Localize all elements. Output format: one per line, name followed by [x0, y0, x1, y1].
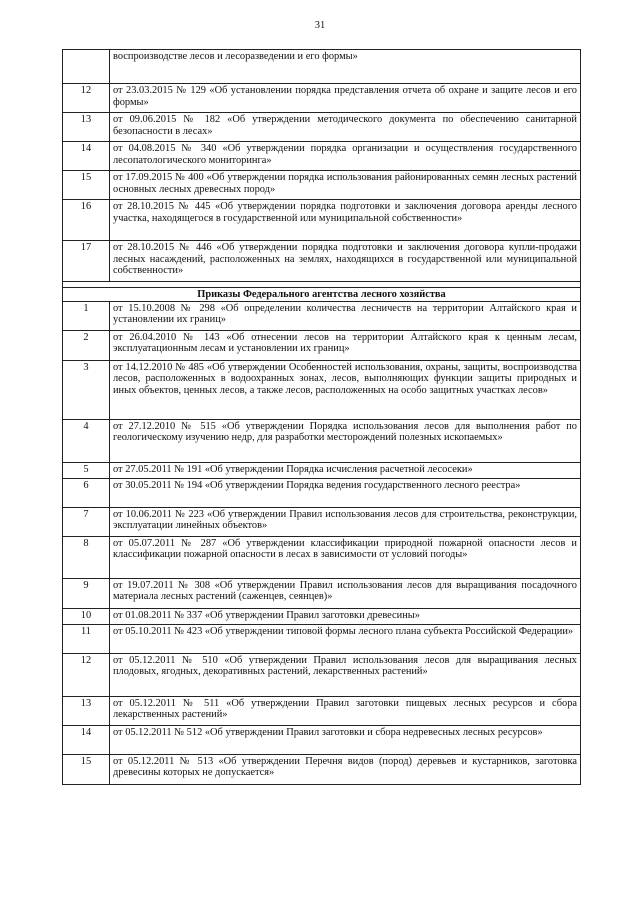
- row-text: от 19.07.2011 № 308 «Об утверждении Правил использования лесов для выращивания посадочного материала лесных растений (саженцев, сеянцев)»: [110, 578, 581, 608]
- table-row: [63, 84, 581, 113]
- row-number: 14: [63, 142, 110, 171]
- row-text: воспроизводстве лесов и лесоразведении и его формы»: [110, 50, 581, 84]
- table-row: [63, 462, 581, 478]
- row-number: 12: [63, 653, 110, 696]
- table-row: [63, 608, 581, 624]
- table-row: [63, 50, 581, 84]
- row-number: 4: [63, 419, 110, 462]
- row-text: от 09.06.2015 № 182 «Об утверждении методического документа по обеспечению санитарной безопасности в лесах»: [110, 113, 581, 142]
- row-number: 15: [63, 171, 110, 200]
- table-row: [63, 142, 581, 171]
- table-row: [63, 754, 581, 784]
- table-row: [63, 653, 581, 696]
- row-text: от 05.10.2011 № 423 «Об утверждении типовой формы лесного плана субъекта Российской Федерации»: [110, 624, 581, 653]
- row-number: 2: [63, 330, 110, 360]
- table-row: [63, 171, 581, 200]
- row-text: от 14.12.2010 № 485 «Об утверждении Особенностей использования, охраны, защиты, воспроизводства лесов, расположенных в водоохранных зонах, лесов, выполняющих функции защиты природных и иных объектов, ценных лесов, а также лесов, расположенных на особо защитных участках лесов»: [110, 360, 581, 419]
- row-number: 17: [63, 241, 110, 282]
- section-title: Приказы Федерального агентства лесного хозяйства: [63, 288, 581, 302]
- row-text: от 05.07.2011 № 287 «Об утверждении классификации природной пожарной опасности лесов и классификации пожарной опасности в лесах в зависимости от условий погоды»: [110, 536, 581, 578]
- row-number: 5: [63, 462, 110, 478]
- row-text: от 28.10.2015 № 446 «Об утверждении порядка подготовки и заключения договора купли-продажи лесных насаждений, расположенных на землях, находящихся в государственной или муниципальной собственности»: [110, 241, 581, 282]
- table-row: [63, 200, 581, 241]
- section-separator: [63, 282, 581, 302]
- row-number: 9: [63, 578, 110, 608]
- row-number: 15: [63, 754, 110, 784]
- table-row: [63, 478, 581, 507]
- table-row: [63, 725, 581, 754]
- row-text: от 17.09.2015 № 400 «Об утверждении порядка использования районированных семян лесных растений основных лесных древесных пород»: [110, 171, 581, 200]
- row-number: 10: [63, 608, 110, 624]
- table-row: [63, 113, 581, 142]
- row-text: от 27.05.2011 № 191 «Об утверждении Порядка исчисления расчетной лесосеки»: [110, 462, 581, 478]
- row-text: от 28.10.2015 № 445 «Об утверждении порядка подготовки и заключения договора аренды лесного участка, находящегося в государственной или муниципальной собственности»: [110, 200, 581, 241]
- row-number: 3: [63, 360, 110, 419]
- row-number: 14: [63, 725, 110, 754]
- section-header-row: [63, 288, 581, 302]
- row-text: от 30.05.2011 № 194 «Об утверждении Порядка ведения государственного лесного реестра»: [110, 478, 581, 507]
- regulations-table: [62, 49, 581, 785]
- row-text: от 10.06.2011 № 223 «Об утверждении Правил использования лесов для строительства, реконструкции, эксплуатации линейных объектов»: [110, 507, 581, 536]
- row-number: 7: [63, 507, 110, 536]
- forestry-agency-orders: [63, 301, 581, 784]
- row-text: от 05.12.2011 № 513 «Об утверждении Перечня видов (пород) деревьев и кустарников, заготовка древесины которых не допускается»: [110, 754, 581, 784]
- federal-orders-continued: [63, 50, 581, 282]
- row-text: от 05.12.2011 № 512 «Об утверждении Правил заготовки и сбора недревесных лесных ресурсов»: [110, 725, 581, 754]
- row-number: 13: [63, 696, 110, 725]
- row-text: от 26.04.2010 № 143 «Об отнесении лесов на территории Алтайского края к ценным лесам, эксплуатационным лесам и установлении их границ»: [110, 330, 581, 360]
- row-text: от 01.08.2011 № 337 «Об утверждении Правил заготовки древесины»: [110, 608, 581, 624]
- row-text: от 04.08.2015 № 340 «Об утверждении порядка организации и осуществления государственного лесопатологического мониторинга»: [110, 142, 581, 171]
- table-row: [63, 536, 581, 578]
- table-row: [63, 696, 581, 725]
- row-number: [63, 50, 110, 84]
- table-row: [63, 578, 581, 608]
- table-row: [63, 330, 581, 360]
- row-number: 6: [63, 478, 110, 507]
- row-number: 12: [63, 84, 110, 113]
- table-row: [63, 241, 581, 282]
- row-text: от 05.12.2011 № 510 «Об утверждении Правил использования лесов для выращивания лесных плодовых, ягодных, декоративных растений, лекарственных растений»: [110, 653, 581, 696]
- row-number: 1: [63, 301, 110, 330]
- table-row: [63, 507, 581, 536]
- row-text: от 27.12.2010 № 515 «Об утверждении Порядка использования лесов для выполнения работ по геологическому изучению недр, для разработки месторождений полезных ископаемых»: [110, 419, 581, 462]
- row-text: от 23.03.2015 № 129 «Об установлении порядка представления отчета об охране и защите лесов и его формы»: [110, 84, 581, 113]
- row-number: 16: [63, 200, 110, 241]
- table-row: [63, 360, 581, 419]
- row-text: от 05.12.2011 № 511 «Об утверждении Правил заготовки пищевых лесных ресурсов и сбора лекарственных растений»: [110, 696, 581, 725]
- page-number: 31: [314, 20, 326, 31]
- table-row: [63, 419, 581, 462]
- row-number: 11: [63, 624, 110, 653]
- row-text: от 15.10.2008 № 298 «Об определении количества лесничеств на территории Алтайского края и установлении их границ»: [110, 301, 581, 330]
- table-row: [63, 301, 581, 330]
- table-row: [63, 624, 581, 653]
- row-number: 13: [63, 113, 110, 142]
- row-number: 8: [63, 536, 110, 578]
